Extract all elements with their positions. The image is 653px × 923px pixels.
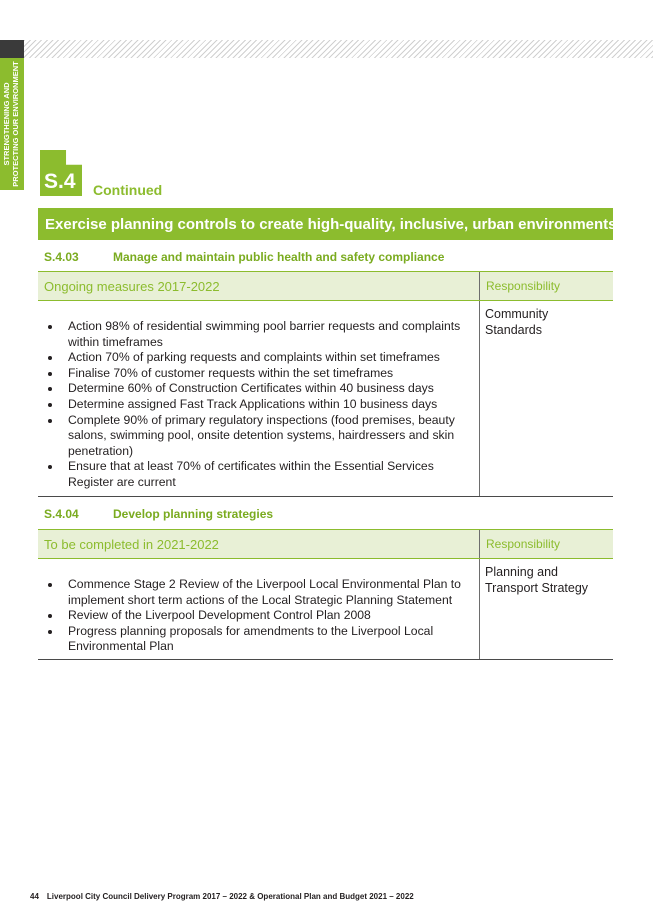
page-footer	[30, 892, 414, 901]
decorative-hatch-band	[24, 40, 653, 58]
table-row	[38, 559, 613, 660]
measures-cell	[38, 301, 480, 497]
column-header-responsibility: Responsibility	[480, 272, 614, 301]
list-item: • Review of the Liverpool Development Control Plan 2008	[62, 608, 473, 624]
list-item: • Commence Stage 2 Review of the Liverpool Local Environmental Plan to implement short term actions of the Local Strategic Planning Statement	[62, 577, 473, 608]
page-number: 44	[30, 892, 39, 901]
side-tab-label: STRENGTHENING AND PROTECTING OUR ENVIRONMENT	[2, 61, 20, 187]
measures-list	[44, 577, 473, 655]
measures-table-s404	[38, 529, 613, 660]
table-header-row	[38, 272, 613, 301]
footer-text: Liverpool City Council Delivery Program 2017 – 2022 & Operational Plan and Budget 2021 – 2022	[46, 892, 414, 901]
list-item: • Determine assigned Fast Track Applications within 10 business days	[62, 397, 473, 413]
continued-label: Continued	[93, 182, 163, 198]
side-tab-dark-block	[0, 40, 24, 58]
column-header-responsibility: Responsibility	[480, 530, 614, 559]
subsection-heading-s403	[44, 250, 444, 264]
list-item: • Determine 60% of Construction Certificates within 40 business days	[62, 381, 473, 397]
list-item: • Complete 90% of primary regulatory inspections (food premises, beauty salons, swimming pool, onsite detention systems, hairdressers and skin penetration)	[62, 413, 473, 460]
section-banner-title: Exercise planning controls to create high-quality, inclusive, urban environments	[38, 208, 613, 240]
measures-table-s403	[38, 271, 613, 497]
measures-list	[44, 319, 473, 491]
responsibility-cell: Planning and Transport Strategy	[480, 559, 614, 660]
responsibility-cell: Community Standards	[480, 301, 614, 497]
subsection-code: S.4.04	[44, 507, 79, 521]
table-row	[38, 301, 613, 497]
subsection-code: S.4.03	[44, 250, 79, 264]
measures-cell	[38, 559, 480, 660]
column-header-measures: To be completed in 2021-2022	[38, 530, 480, 559]
table-header-row	[38, 530, 613, 559]
list-item: • Action 98% of residential swimming pool barrier requests and complaints within timeframes	[62, 319, 473, 350]
list-item: • Progress planning proposals for amendments to the Liverpool Local Environmental Plan	[62, 624, 473, 655]
subsection-title: Manage and maintain public health and safety compliance	[113, 250, 445, 264]
subsection-heading-s404	[44, 507, 273, 521]
list-item: • Ensure that at least 70% of certificates within the Essential Services Register are current	[62, 459, 473, 490]
column-header-measures: Ongoing measures 2017-2022	[38, 272, 480, 301]
side-tab	[0, 40, 24, 190]
section-badge-label: S.4	[44, 170, 76, 193]
list-item: • Action 70% of parking requests and complaints within set timeframes	[62, 350, 473, 366]
list-item: • Finalise 70% of customer requests within the set timeframes	[62, 366, 473, 382]
subsection-title: Develop planning strategies	[113, 507, 274, 521]
